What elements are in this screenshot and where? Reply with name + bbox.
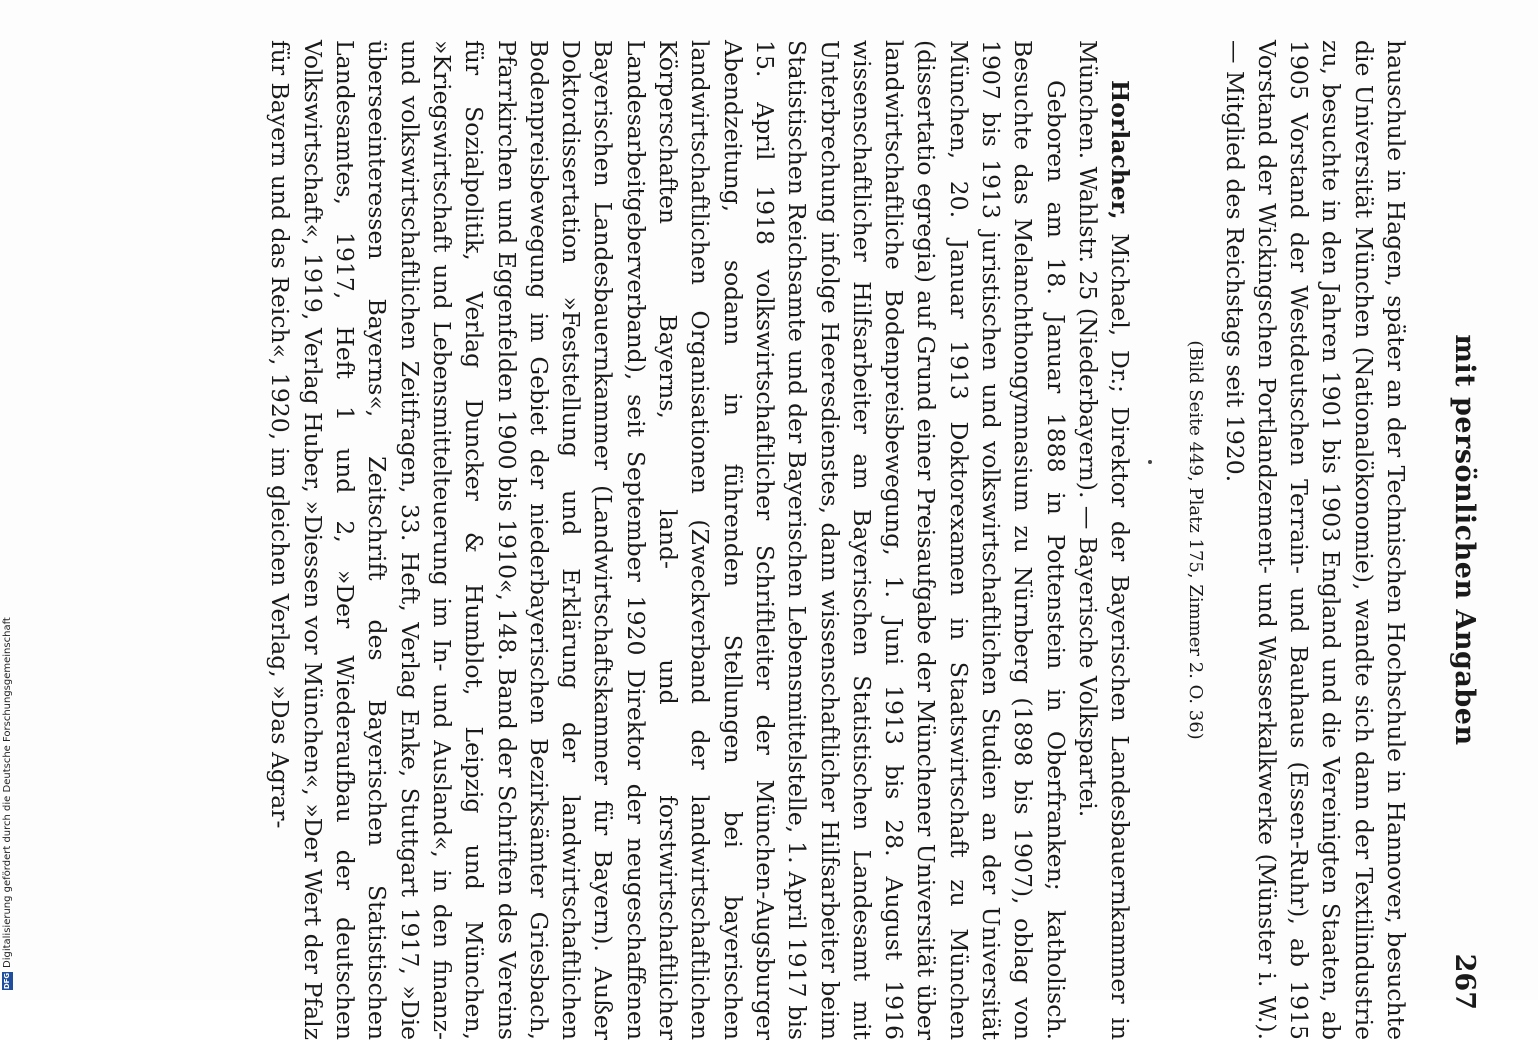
dfg-logo-icon: DFG bbox=[2, 972, 11, 990]
page-header bbox=[1440, 40, 1480, 1040]
entry-heading bbox=[1072, 40, 1137, 1040]
dfg-credit-strip bbox=[0, 0, 16, 1000]
dfg-credit-text: Digitalisierung gefördert durch die Deutsche Forschungsgemeinschaft bbox=[2, 617, 13, 968]
entry-name: Horlacher, bbox=[1106, 80, 1135, 220]
page-number: 267 bbox=[1449, 953, 1480, 1010]
page-body bbox=[264, 40, 1412, 1040]
dfg-credit-line bbox=[0, 0, 16, 1000]
rotated-page-content bbox=[140, 40, 1480, 1040]
entry-intro: Michael, Dr.; Direktor der Bayerischen Landesbauernkammer in München. Wahlstr. 25 (Niederbayern). — Bayerische Volkspartei. bbox=[1073, 40, 1135, 1040]
section-divider bbox=[1136, 40, 1166, 1040]
divider-dot bbox=[1148, 460, 1152, 464]
paragraph-previous-entry: hauschule in Hagen, später an der Technischen Hochschule in Hannover, besuchte die Universität München (Nationalökonomie), wandte sich dann der Textilindustrie zu, besuchte in den Jahren 1901 bis 1903 England und die Vereinigten Staaten, ab 1905 Vorstand der Westdeutschen Terrain- und Bauhaus (Essen-Ruhr), ab 1915 Vorstand der Wickingschen Portlandzement- und Wasserkalkwerke (Münster i. W.). — Mitglied des Reichstags seit 1920. bbox=[1220, 40, 1410, 1040]
running-title: mit persönlichen Angaben bbox=[1449, 334, 1480, 746]
paragraph-biography: Geboren am 18. Januar 1888 in Pottenstein in Oberfranken; katholisch. Besuchte das Melanchthongymnasium zu Nürnberg (1898 bis 1907), oblag von 1907 bis 1913 juristischen und volkswirtschaftlichen Studien an der Universität München, 20. Januar 1913 Doktorexamen in Staatswirtschaft zu München (dissertatio egregia) auf Grund einer Preisaufgabe der Münchener Universität über landwirtschaftliche Bodenpreisbewegung, 1. Juni 1913 bis 28. August 1916 wissenschaftlicher Hilfsarbeiter am Bayerischen Statistischen Landesamt mit Unterbrechung infolge Heeresdienstes, dann wissenschaftlicher Hilfsarbeiter beim Statistischen Reichsamte und der Bayerischen Lebensmittelstelle, 1. April 1917 bis 15. April 1918 volkswirtschaftlicher Schriftleiter der München-Augsburger Abendzeitung, sodann in führenden Stellungen bei bayerischen landwirtschaftlichen Organisationen (Zweckverband der landwirtschaftlichen Körperschaften Bayerns, land- und forstwirtschaftlicher Landesarbeitgeberverband), seit September 1920 Direktor der neugeschaffenen Bayerischen Landesbauernkammer (Landwirtschaftskammer für Bayern). Außer Doktordissertation »Feststellung und Erklärung der landwirtschaftlichen Bodenpreisbewegung im Gebiet der niederbayerischen Bezirksämter Griesbach, Pfarrkirchen und Eggenfelden 1900 bis 1910«, 148. Band der Schriften des Vereins für Sozialpolitik, Verlag Duncker & Humblot, Leipzig und München, »Kriegswirtschaft und Lebensmittelteuerung im In- und Ausland«, in den finanz- und volkswirtschaftlichen Zeitfragen, 33. Heft, Verlag Enke, Stuttgart 1917, »Die überseeinteressen Bayerns«, Zeitschrift des Bayerischen Statistischen Landesamtes, 1917, Heft 1 und 2, »Der Wiederaufbau der deutschen Volkswirtschaft«, 1919, Verlag Huber, »Diessen vor München«, »Der Wert der Pfalz für Bayern und das Reich«, 1920, im gleichen Verlag, »Das Agrar- bbox=[266, 40, 1070, 1040]
picture-reference: (Bild Seite 449, Platz 175, Zimmer 2. O. 36) bbox=[1185, 340, 1207, 740]
